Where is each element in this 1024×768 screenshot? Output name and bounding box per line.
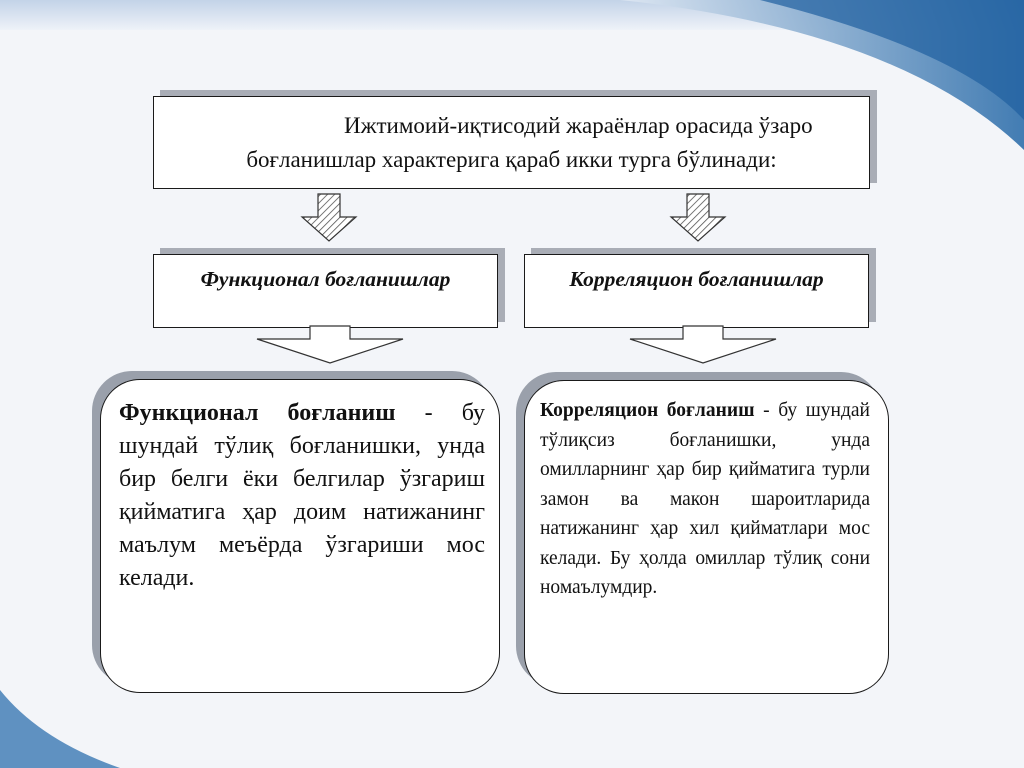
- correlation-title: Корреляцион боғланишлар: [569, 267, 824, 291]
- down-arrow-left-icon: [300, 193, 358, 243]
- correlation-text: бу шундай тўлиқсиз боғланишки, унда омилларнинг ҳар бир қийматига турли замон ва макон шароитларида натижанинг ҳар хил қийматлари мос келади. Бу ҳолда омиллар тўлиқ сони номаълумдир.: [540, 400, 870, 598]
- header-line-1: Ижтимоий-иқтисодий жараёнлар орасида ўзаро: [344, 113, 813, 138]
- correlation-term: Корреляцион боғланиш: [540, 400, 755, 421]
- wide-arrow-left-icon: [255, 325, 405, 365]
- header-line-2: боғланишлар характерига қараб икки турга бўлинади:: [246, 147, 777, 172]
- functional-term: Функционал боғланиш: [119, 400, 396, 426]
- functional-title: Функционал боғланишлар: [200, 267, 451, 291]
- wide-arrow-right-icon: [628, 325, 778, 365]
- classification-header: [153, 96, 870, 189]
- correlation-title-box: [524, 254, 869, 328]
- down-arrow-right-icon: [669, 193, 727, 243]
- functional-definition: [100, 379, 500, 693]
- correlation-definition: [524, 380, 889, 694]
- functional-title-box: [153, 254, 498, 328]
- functional-dash: -: [395, 400, 462, 426]
- functional-text: бу шундай тўлиқ боғланишки, унда бир белги ёки белгилар ўзгариш қийматига ҳар доим натижанинг маълум меъёрда ўзгариши мос келади.: [119, 400, 485, 591]
- correlation-dash: -: [754, 400, 779, 421]
